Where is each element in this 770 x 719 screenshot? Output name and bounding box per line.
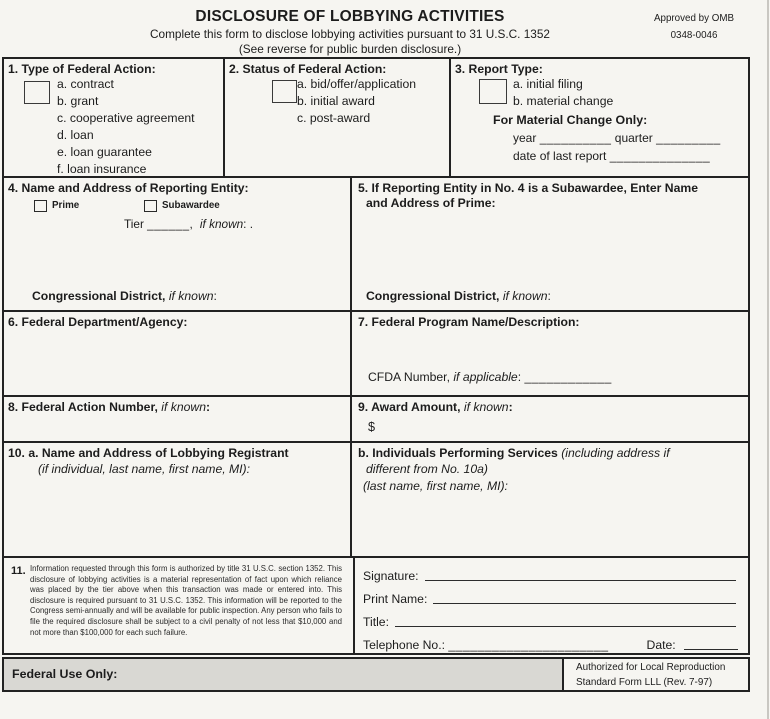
signature-line[interactable] (425, 566, 736, 581)
signature-block (355, 558, 748, 653)
prime-label: Prime (52, 200, 80, 211)
section-4-title: 4. Name and Address of Reporting Entity: (8, 181, 249, 195)
status-of-action-checkbox[interactable] (272, 80, 297, 103)
cfda-if-applicable: if applicable (453, 370, 518, 384)
type-option-loan-guarantee[interactable]: e. loan guarantee (57, 145, 152, 159)
material-change-heading: For Material Change Only: (493, 113, 648, 127)
omb-approval-number: 0348-0046 (670, 30, 718, 41)
date-label: Date: (646, 638, 676, 652)
prime-checkbox[interactable] (34, 200, 47, 212)
section-6-federal-department (4, 312, 352, 395)
telephone-label: Telephone No.: (363, 638, 445, 652)
form-footer (2, 657, 750, 692)
section-2-title: 2. Status of Federal Action: (229, 62, 387, 76)
row-certification-signature (4, 558, 748, 653)
type-option-loan-insurance[interactable]: f. loan insurance (57, 162, 147, 176)
tier-colon: : . (243, 217, 254, 231)
federal-use-only-bar: Federal Use Only: (2, 657, 562, 692)
section-10b-individuals-performing (352, 443, 748, 556)
section-10b-title-bold: b. Individuals Performing Services (358, 446, 558, 460)
section-2-status-of-federal-action (225, 59, 451, 176)
district-colon-4: : (213, 289, 217, 303)
section-7-title: 7. Federal Program Name/Description: (358, 315, 580, 329)
section-8-title (4, 397, 350, 414)
status-option-initial-award[interactable]: b. initial award (297, 94, 375, 108)
print-name-label: Print Name: (363, 592, 428, 606)
section-9-if-known: if known (463, 400, 509, 414)
authorized-line2: Standard Form LLL (Rev. 7-97) (576, 676, 713, 688)
year-label: year (513, 131, 537, 145)
currency-symbol: $ (368, 420, 376, 434)
district-colon-5: : (547, 289, 551, 303)
row-department-program (4, 312, 748, 397)
row-action-number-award (4, 397, 748, 443)
type-of-action-checkbox[interactable] (24, 81, 50, 104)
title-label: Title: (363, 615, 389, 629)
authorized-reproduction-box (562, 657, 750, 692)
section-8-federal-action-number (4, 397, 352, 441)
signature-label: Signature: (363, 569, 419, 583)
row-reporting-entity (4, 178, 748, 312)
quarter-blank[interactable]: _________ (656, 131, 721, 145)
section-6-title: 6. Federal Department/Agency: (8, 315, 188, 329)
type-option-loan[interactable]: d. loan (57, 128, 94, 142)
title-line[interactable] (395, 612, 736, 627)
section-8-colon: : (206, 400, 211, 414)
telephone-blank[interactable]: ______________________ (448, 638, 609, 652)
tier-label: Tier (124, 217, 144, 231)
section-5-title-line1: 5. If Reporting Entity in No. 4 is a Subawardee, Enter Name (358, 181, 698, 195)
tier-blank[interactable]: ______, (147, 217, 194, 231)
section-5-prime-name-address (352, 178, 748, 310)
cfda-blank[interactable]: ____________ (524, 370, 612, 384)
date-of-last-report-label: date of last report (513, 149, 607, 163)
section-9-colon: : (508, 400, 513, 414)
status-option-post-award[interactable]: c. post-award (297, 111, 371, 125)
omb-approval-line1: Approved by OMB (653, 13, 735, 24)
subawardee-checkbox[interactable] (144, 200, 157, 212)
section-9-award-amount (352, 397, 748, 441)
scan-page-edge (767, 0, 769, 719)
section-9-title (352, 397, 748, 414)
section-9-title-bold: 9. Award Amount, (358, 400, 461, 414)
section-4-reporting-entity (4, 178, 352, 310)
district-label-5: Congressional District, (366, 289, 500, 303)
section-10b-subtitle1: (including address if (561, 446, 670, 460)
quarter-label: quarter (614, 131, 653, 145)
section-10b-title (352, 443, 748, 460)
section-8-if-known: if known (161, 400, 207, 414)
section-8-title-bold: 8. Federal Action Number, (8, 400, 158, 414)
section-10a-subtitle: (if individual, last name, first name, MI): (38, 462, 250, 476)
section-10b-subtitle2: different from No. 10a) (366, 462, 488, 476)
form-reverse-note: (See reverse for public burden disclosure.) (238, 42, 462, 56)
cfda-label: CFDA Number, (368, 370, 450, 384)
year-blank[interactable]: __________ (539, 131, 612, 145)
section-5-title-line2: and Address of Prime: (366, 196, 496, 210)
type-option-grant[interactable]: b. grant (57, 94, 99, 108)
status-option-bid-offer-application[interactable]: a. bid/offer/application (297, 77, 417, 91)
form-title: DISCLOSURE OF LOBBYING ACTIVITIES (195, 8, 505, 25)
section-10a-title: 10. a. Name and Address of Lobbying Registrant (8, 446, 289, 460)
row-lobbying-registrant (4, 443, 748, 558)
report-option-material-change[interactable]: b. material change (513, 94, 614, 108)
section-11-number: 11. (11, 565, 26, 577)
section-11-certification (4, 558, 355, 653)
row-federal-action (4, 59, 748, 178)
report-type-checkbox[interactable] (479, 79, 507, 104)
form-body (2, 57, 750, 655)
section-7-federal-program (352, 312, 748, 395)
section-10a-lobbying-registrant (4, 443, 352, 556)
district-if-known-5: if known (502, 289, 548, 303)
date-of-last-report-blank[interactable]: ______________ (609, 149, 711, 163)
section-1-type-of-federal-action (4, 59, 225, 176)
authorized-line1: Authorized for Local Reproduction (576, 662, 726, 673)
omb-approval (640, 10, 748, 44)
section-3-report-type (451, 59, 748, 176)
cfda-colon: : (517, 370, 522, 384)
district-if-known-4: if known (168, 289, 214, 303)
report-option-initial-filing[interactable]: a. initial filing (513, 77, 583, 91)
tier-if-known-label: if known (199, 217, 244, 231)
type-option-contract[interactable]: a. contract (57, 77, 114, 91)
section-10b-subtitle3: (last name, first name, MI): (363, 479, 508, 493)
section-1-title: 1. Type of Federal Action: (8, 62, 156, 76)
date-line[interactable] (684, 635, 738, 650)
print-name-line[interactable] (433, 589, 736, 604)
form-subtitle: Complete this form to disclose lobbying activities pursuant to 31 U.S.C. 1352 (150, 27, 550, 41)
type-option-cooperative-agreement[interactable]: c. cooperative agreement (57, 111, 195, 125)
section-3-title: 3. Report Type: (455, 62, 543, 76)
district-label-4: Congressional District, (32, 289, 166, 303)
subawardee-label: Subawardee (162, 200, 220, 211)
section-11-text: Information requested through this form is authorized by title 31 U.S.C. section 1352. This disclosure of lobbying activities is a material representation of fact upon which reliance was placed by the tier above when this transaction was made or entered into. This disclosure is required pursuant to 31 U.S.C. 1352. This information will be reported to the Congress semi-annually and will be available for public inspection. Any person who fails to file the required disclosure shall be subject to a civil penalty of not less that $10,000 and not more than $100,000 for each such failure. (30, 564, 342, 637)
